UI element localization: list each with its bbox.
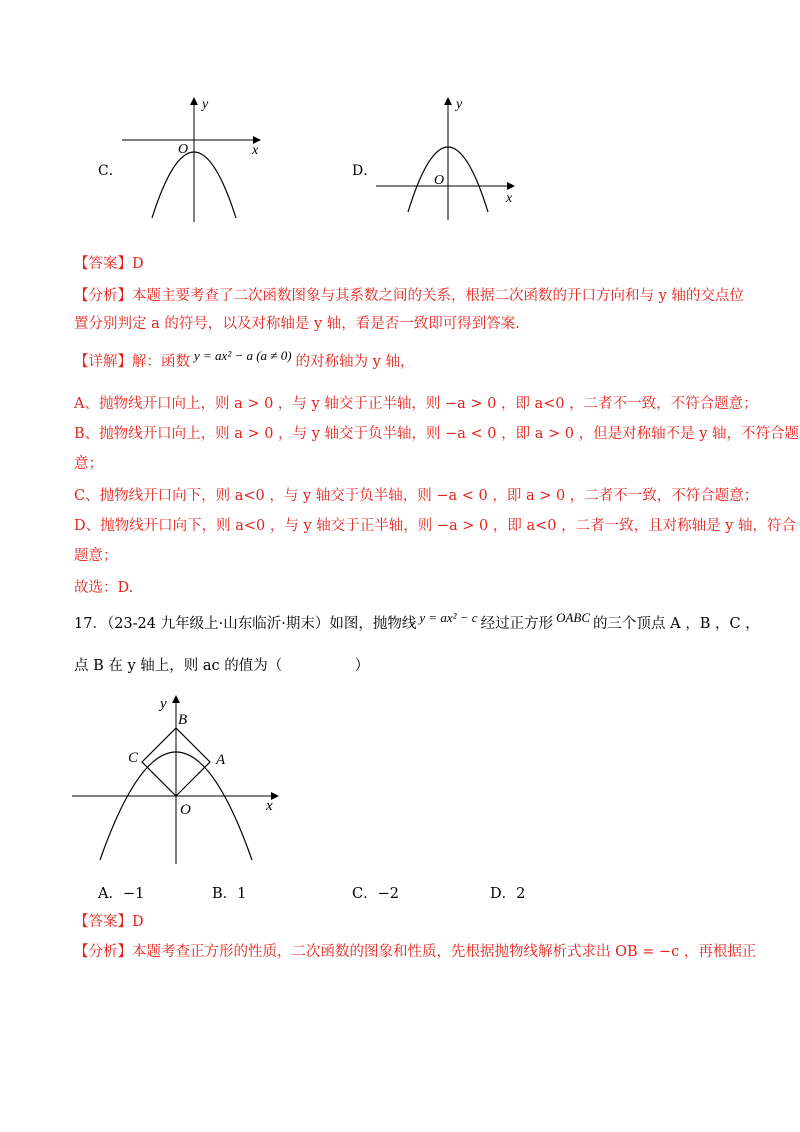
origin-label: O: [178, 142, 189, 157]
q17-square-name: OABC: [556, 610, 591, 625]
option-value: 1: [237, 886, 247, 902]
analysis-tag: 【分析】: [74, 944, 132, 960]
q16-item-d-line2: 题意；: [74, 548, 118, 564]
answer-tag: 【答案】: [74, 914, 132, 930]
detail-tag: 【详解】: [74, 354, 132, 370]
q17-option-d: [490, 884, 525, 904]
q17-stem-mid: 经过正方形: [480, 616, 554, 632]
option-d-label: D．: [352, 163, 378, 179]
origin-label: O: [180, 802, 191, 818]
option-label: A．: [98, 886, 123, 902]
answer-value: D: [132, 914, 144, 930]
analysis-tag: 【分析】: [74, 288, 132, 304]
detail-intro-pre: 解：函数: [132, 354, 190, 370]
q17-stem-line1: [74, 610, 760, 634]
q17-answer: [74, 912, 144, 932]
q16-formula: y = ax² − a (a ≠ 0): [194, 348, 292, 363]
option-label: D．: [490, 886, 517, 902]
option-value: −2: [377, 886, 399, 902]
q17-option-b: [212, 884, 246, 904]
q16-analysis-line1: [74, 286, 744, 306]
point-c-label: C: [128, 750, 139, 766]
q17-stem-line2: 点 B 在 y 轴上，则 ac 的值为（ ）: [74, 658, 370, 674]
q16-analysis-line2: 置分别判定 a 的符号，以及对称轴是 y 轴，看是否一致即可得到答案.: [74, 316, 520, 332]
q16-item-b-line2: 意；: [74, 456, 103, 472]
option-label: C．: [352, 886, 378, 902]
option-label: B．: [212, 886, 238, 902]
q17-option-c: [352, 884, 399, 904]
q16-detail-intro: [74, 348, 415, 372]
q16-item-a: A、抛物线开口向上，则 a > 0 ，与 y 轴交于正半轴，则 −a > 0 ，即 a<0 ，二者不一致，不符合题意；: [74, 396, 758, 412]
y-axis-label: y: [202, 97, 209, 112]
q16-conclusion: 故选：D.: [74, 580, 134, 596]
point-a-label: A: [216, 752, 226, 768]
q16-item-b-line1: B、抛物线开口向上，则 a > 0 ，与 y 轴交于负半轴，则 −a < 0 ，即 a > 0 ，但是对称轴不是 y 轴，不符合题: [74, 426, 799, 442]
option-d-graph: [372, 92, 522, 222]
origin-label: O: [434, 173, 445, 188]
q17-option-a: [98, 884, 144, 904]
option-c-label: C．: [98, 163, 123, 179]
analysis-text: 本题考查正方形的性质，二次函数的图象和性质，先根据抛物线解析式求出 OB = −c ，再根据正: [132, 944, 757, 960]
option-c-graph: [118, 92, 268, 224]
q17-analysis-line1: [74, 942, 756, 962]
q17-stem-pre: 17．（23-24 九年级上·山东临沂·期末）如图，抛物线: [74, 616, 417, 632]
x-axis-label: x: [252, 143, 259, 158]
point-b-label: B: [178, 712, 188, 728]
y-axis-label: y: [160, 696, 167, 712]
answer-tag: 【答案】: [74, 256, 132, 272]
option-value: 2: [516, 886, 526, 902]
x-axis-label: x: [506, 191, 513, 206]
y-axis-label: y: [456, 97, 463, 112]
q17-figure: [70, 690, 290, 866]
q16-item-d-line1: D、抛物线开口向下，则 a<0 ，与 y 轴交于正半轴，则 −a > 0 ，即 a<0 ，二者一致，且对称轴是 y 轴，符合: [74, 518, 797, 534]
option-value: −1: [122, 886, 145, 902]
analysis-text: 本题主要考查了二次函数图象与其系数之间的关系，根据二次函数的开口方向和与 y 轴的交点位: [132, 288, 744, 304]
q16-answer: [74, 254, 144, 274]
q16-item-c: C、抛物线开口向下，则 a<0 ，与 y 轴交于负半轴，则 −a < 0 ，即 a > 0 ，二者不一致，不符合题意；: [74, 488, 759, 504]
q17-formula: y = ax² − c: [419, 610, 478, 625]
q17-stem-post: 的三个顶点 A ，B ，C ，: [593, 616, 760, 632]
x-axis-label: x: [266, 798, 273, 814]
answer-value: D: [132, 256, 144, 272]
detail-intro-post: 的对称轴为 y 轴，: [295, 354, 415, 370]
